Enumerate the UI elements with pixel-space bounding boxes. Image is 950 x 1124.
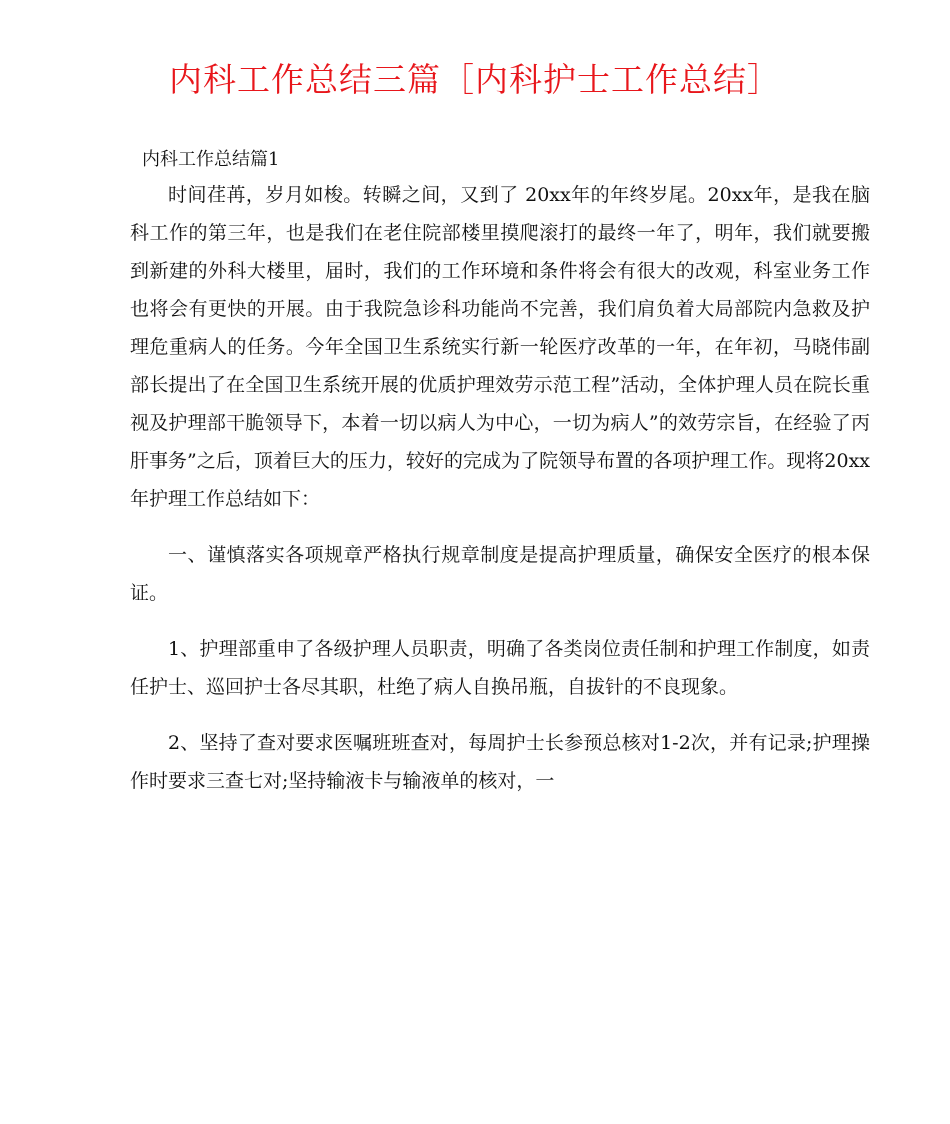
paragraph-item-1: 1、护理部重申了各级护理人员职责，明确了各类岗位责任制和护理工作制度，如责任护士、巡回护士各尽其职，杜绝了病人自换吊瓶，自拔针的不良现象。	[130, 638, 870, 698]
document-title: 内科工作总结三篇［内科护士工作总结］	[169, 60, 781, 99]
paragraph-item-2: 2、坚持了查对要求医嘱班班查对，每周护士长参预总核对1-2次，并有记录;护理操作时要求三查七对;坚持输液卡与输液单的核对，一	[130, 732, 870, 792]
document-body	[130, 166, 870, 800]
paragraph-intro: 时间荏苒，岁月如梭。转瞬之间，又到了 20xx年的年终岁尾。20xx年，是我在脑科工作的第三年，也是我们在老住院部楼里摸爬滚打的最终一年了，明年，我们就要搬到新建的外科大楼里，届时，我们的工作环境和条件将会有很大的改观，科室业务工作也将会有更快的开展。由于我院急诊科功能尚不完善，我们肩负着大局部院内急救及护理危重病人的任务。今年全国卫生系统实行新一轮医疗改革的一年，在年初，马晓伟副部长提出了在全国卫生系统开展的优质护理效劳示范工程”活动，全体护理人员在院长重视及护理部干脆领导下，本着一切以病人为中心，一切为病人”的效劳宗旨，在经验了丙肝事务”之后，顶着巨大的压力，较好的完成为了院领导布置的各项护理工作。现将20xx年护理工作总结如下：	[130, 184, 870, 510]
paragraph-section-one: 一、谨慎落实各项规章严格执行规章制度是提高护理质量，确保安全医疗的根本保证。	[130, 544, 870, 604]
section-heading: 内科工作总结篇1	[142, 149, 280, 170]
